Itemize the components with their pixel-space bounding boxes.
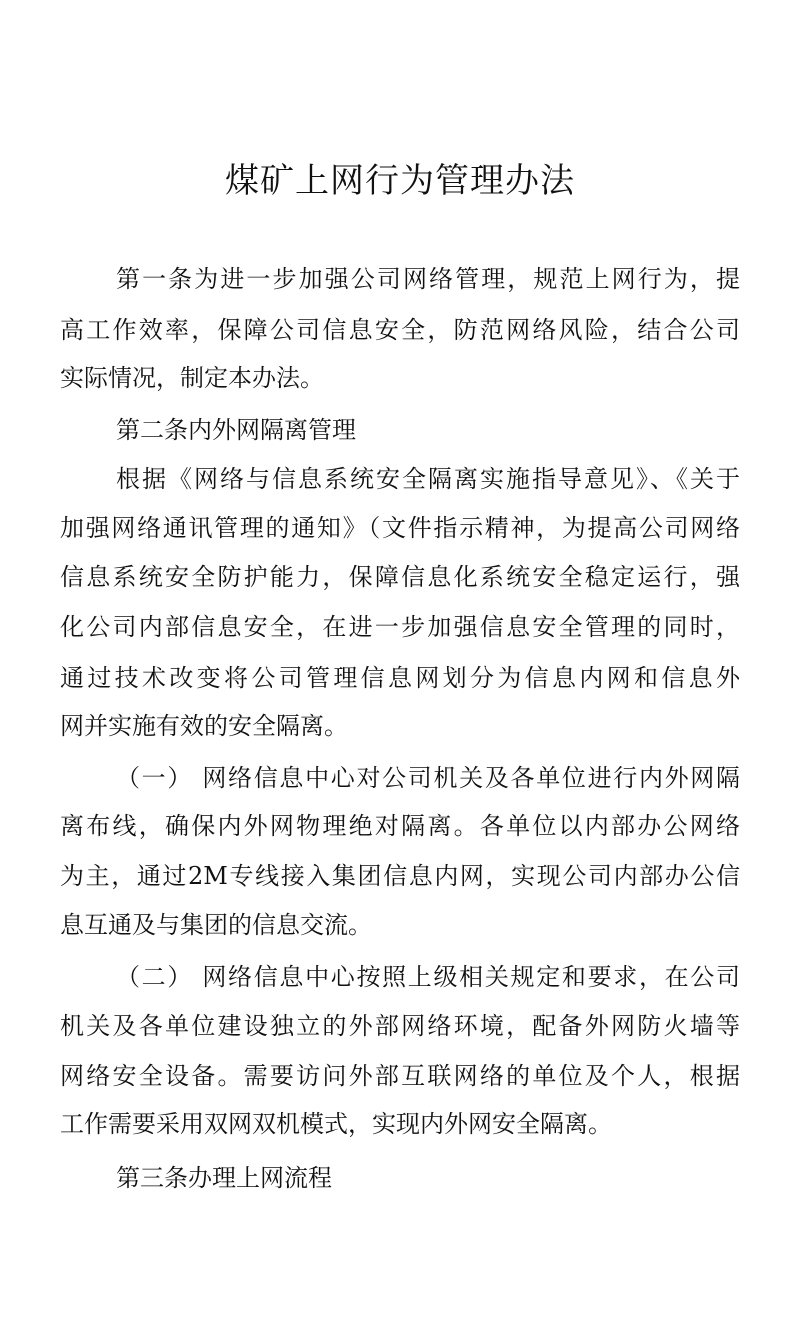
paragraph-line: （一） 网络信息中心对公司机关及各单位进行内外网隔 [116, 764, 740, 792]
paragraph-line: 加强网络通讯管理的通知》（文件指示精神，为提高公司网络 [60, 514, 740, 542]
paragraph-line: 通过技术改变将公司管理信息网划分为信息内网和信息外 [60, 664, 740, 692]
paragraph-line: 网络安全设备。需要访问外部互联网络的单位及个人，根据 [60, 1062, 740, 1090]
section-heading: 第三条办理上网流程 [116, 1164, 332, 1192]
paragraph-line: 离布线，确保内外网物理绝对隔离。各单位以内部办公网络 [60, 812, 740, 840]
paragraph-line: 信息系统安全防护能力，保障信息化系统安全稳定运行，强 [60, 563, 740, 591]
paragraph-line: 网并实施有效的安全隔离。 [60, 712, 348, 740]
document-title: 煤矿上网行为管理办法 [225, 161, 575, 201]
paragraph-line: 为主，通过2M专线接入集团信息内网，实现公司内部办公信 [60, 862, 740, 890]
section-heading: 第二条内外网隔离管理 [116, 416, 356, 444]
paragraph-line: 息互通及与集团的信息交流。 [60, 911, 372, 939]
paragraph-line: （二） 网络信息中心按照上级相关规定和要求，在公司 [116, 963, 740, 991]
paragraph-line: 实际情况，制定本办法。 [60, 364, 324, 392]
paragraph-line: 根据《网络与信息系统安全隔离实施指导意见》、《关于 [116, 465, 740, 493]
paragraph-line: 工作需要采用双网双机模式，实现内外网安全隔离。 [60, 1110, 612, 1138]
paragraph-line: 机关及各单位建设独立的外部网络环境，配备外网防火墙等 [60, 1012, 740, 1040]
paragraph-line: 第一条为进一步加强公司网络管理，规范上网行为，提 [116, 265, 740, 293]
paragraph-line: 化公司内部信息安全，在进一步加强信息安全管理的同时， [60, 613, 740, 641]
paragraph-line: 高工作效率，保障公司信息安全，防范网络风险，结合公司 [60, 316, 740, 344]
